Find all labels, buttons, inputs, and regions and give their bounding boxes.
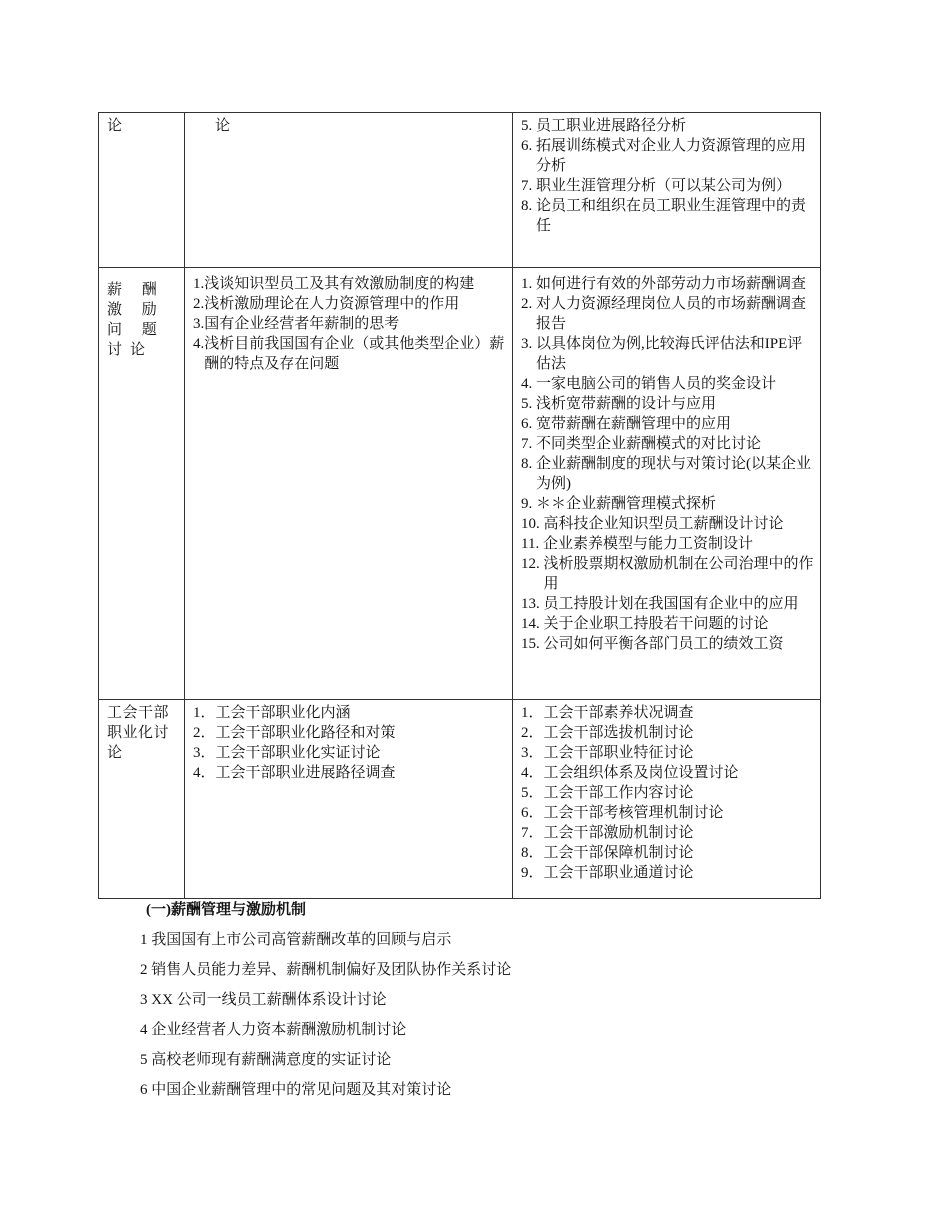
- item-number: 11.: [521, 536, 543, 552]
- item-number: 1．: [193, 705, 216, 721]
- item-number: 8.: [521, 198, 536, 214]
- item-text: 工会干部激励机制讨论: [543, 825, 694, 841]
- list-item: [193, 334, 506, 374]
- category-line: 论: [107, 745, 123, 761]
- section-paragraph: 2 销售人员能力差异、薪酬机制偏好及团队协作关系讨论: [140, 962, 512, 978]
- category-cell: [99, 113, 185, 268]
- list-item: [521, 594, 814, 614]
- item-number: 1．: [521, 705, 544, 721]
- category-cell: [99, 268, 185, 700]
- list-item: [521, 414, 814, 434]
- item-number: 2．: [193, 725, 216, 741]
- list-item: [521, 494, 814, 514]
- item-number: 5.: [521, 118, 536, 134]
- item-text: 员工职业进展路径分析: [536, 118, 687, 134]
- topic-text: 论: [215, 118, 231, 134]
- item-text: 浅谈知识型员工及其有效激励制度的构建: [204, 276, 475, 292]
- section-paragraph: 6 中国企业薪酬管理中的常见问题及其对策讨论: [140, 1082, 452, 1098]
- item-text: 公司如何平衡各部门员工的绩效工资: [543, 636, 784, 652]
- list-item: [521, 534, 814, 554]
- list-item: [521, 614, 814, 634]
- topic-list-cell: [513, 113, 821, 268]
- list-item: [521, 763, 814, 783]
- item-number: 10.: [521, 516, 544, 532]
- section-paragraph: 1 我国国有上市公司高管薪酬改革的回顾与启示: [140, 932, 452, 948]
- item-number: 9．: [521, 865, 544, 881]
- list-item: [193, 314, 506, 334]
- category-label: [107, 280, 178, 360]
- item-number: 1.: [193, 276, 205, 292]
- list-item: [521, 803, 814, 823]
- item-text: 关于企业职工持股若干问题的讨论: [543, 616, 769, 632]
- section-paragraph: 4 企业经营者人力资本薪酬激励机制讨论: [140, 1022, 407, 1038]
- item-text: 工会组织体系及岗位设置讨论: [543, 765, 739, 781]
- item-text: 论员工和组织在员工职业生涯管理中的责任: [536, 198, 807, 234]
- item-text: 一家电脑公司的销售人员的奖金设计: [536, 376, 777, 392]
- topic-list-cell: [513, 268, 821, 700]
- list-item: [193, 743, 506, 763]
- category-line: 工会干部: [107, 705, 170, 721]
- item-text: 以具体岗位为例,比较海氏评估法和IPE评估法: [536, 336, 803, 372]
- item-number: 14.: [521, 616, 544, 632]
- list-item: [521, 743, 814, 763]
- list-item: [521, 334, 814, 374]
- list-item: [521, 374, 814, 394]
- item-text: 浅析股票期权激励机制在公司治理中的作用: [543, 556, 814, 592]
- list-item: [521, 434, 814, 454]
- list-item: [521, 863, 814, 883]
- item-text: 宽带薪酬在薪酬管理中的应用: [536, 416, 732, 432]
- item-text: 工会干部素养状况调查: [543, 705, 694, 721]
- item-number: 3．: [193, 745, 216, 761]
- item-text: 工会干部职业化路径和对策: [215, 725, 396, 741]
- section-heading: (一)薪酬管理与激励机制: [146, 902, 306, 918]
- list-item: [521, 723, 814, 743]
- section-compensation: [140, 900, 840, 1100]
- topic-list-cell: [185, 268, 513, 700]
- item-text: 国有企业经营者年薪制的思考: [204, 316, 400, 332]
- category-line: 职业化讨: [107, 725, 170, 741]
- list-item: [521, 783, 814, 803]
- topic-list-cell: [185, 700, 513, 899]
- item-number: 8.: [521, 456, 536, 472]
- item-text: 不同类型企业薪酬模式的对比讨论: [536, 436, 762, 452]
- topic-list-cell: [513, 700, 821, 899]
- item-text: ＊＊企业薪酬管理模式探析: [536, 496, 717, 512]
- section-paragraph: 5 高校老师现有薪酬满意度的实证讨论: [140, 1052, 392, 1068]
- item-number: 4．: [193, 765, 216, 781]
- item-text: 工会干部保障机制讨论: [543, 845, 694, 861]
- item-text: 工会干部职业进展路径调查: [215, 765, 396, 781]
- item-text: 工会干部职业通道讨论: [543, 865, 694, 881]
- list-item: [521, 394, 814, 414]
- item-number: 13.: [521, 596, 544, 612]
- item-number: 7．: [521, 825, 544, 841]
- list-item: [193, 703, 506, 723]
- list-item: [521, 274, 814, 294]
- list-item: [521, 843, 814, 863]
- item-number: 2．: [521, 725, 544, 741]
- item-text: 工会干部职业特征讨论: [543, 745, 694, 761]
- list-item: [521, 294, 814, 334]
- item-text: 工会干部职业化内涵: [215, 705, 351, 721]
- category-cell: [99, 700, 185, 899]
- item-number: 1.: [521, 276, 536, 292]
- item-number: 6．: [521, 805, 544, 821]
- item-text: 工会干部考核管理机制讨论: [543, 805, 724, 821]
- list-item: [521, 823, 814, 843]
- category-line: 讨论: [107, 342, 154, 358]
- item-text: 员工持股计划在我国国有企业中的应用: [543, 596, 799, 612]
- table-row: [99, 113, 821, 268]
- category-line: 问 题: [107, 322, 165, 338]
- list-item: [521, 176, 814, 196]
- list-item: [521, 554, 814, 594]
- list-item: [521, 514, 814, 534]
- item-text: 企业素养模型与能力工资制设计: [542, 536, 753, 552]
- item-number: 2.: [193, 296, 205, 312]
- item-number: 5.: [521, 396, 536, 412]
- item-text: 工会干部选拔机制讨论: [543, 725, 694, 741]
- item-text: 高科技企业知识型员工薪酬设计讨论: [543, 516, 784, 532]
- item-number: 4．: [521, 765, 544, 781]
- item-text: 浅析宽带薪酬的设计与应用: [536, 396, 717, 412]
- item-text: 职业生涯管理分析（可以某公司为例）: [536, 178, 792, 194]
- item-text: 企业薪酬制度的现状与对策讨论(以某企业为例): [536, 456, 811, 492]
- item-text: 工会干部职业化实证讨论: [215, 745, 381, 761]
- table-row: [99, 268, 821, 700]
- category-label: 论: [107, 118, 123, 134]
- item-number: 9.: [521, 496, 536, 512]
- item-text: 拓展训练模式对企业人力资源管理的应用分析: [536, 138, 807, 174]
- item-text: 如何进行有效的外部劳动力市场薪酬调查: [536, 276, 807, 292]
- item-number: 3．: [521, 745, 544, 761]
- topic-table: [98, 112, 821, 899]
- topic-cell: [185, 113, 513, 268]
- table-row: [99, 700, 821, 899]
- item-number: 15.: [521, 636, 544, 652]
- item-number: 7.: [521, 436, 536, 452]
- section-paragraph: 3 XX 公司一线员工薪酬体系设计讨论: [140, 992, 387, 1008]
- item-number: 6.: [521, 416, 536, 432]
- list-item: [521, 116, 814, 136]
- item-text: 浅析激励理论在人力资源管理中的作用: [204, 296, 460, 312]
- item-number: 5．: [521, 785, 544, 801]
- category-line: 薪 酬: [107, 282, 165, 298]
- category-line: 激 励: [107, 302, 165, 318]
- item-number: 12.: [521, 556, 544, 572]
- list-item: [193, 763, 506, 783]
- list-item: [521, 454, 814, 494]
- list-item: [521, 136, 814, 176]
- list-item: [193, 274, 506, 294]
- list-item: [193, 294, 506, 314]
- item-number: 3.: [521, 336, 536, 352]
- item-text: 工会干部工作内容讨论: [543, 785, 694, 801]
- item-number: 4.: [521, 376, 536, 392]
- item-number: 7.: [521, 178, 536, 194]
- item-number: 8．: [521, 845, 544, 861]
- item-text: 浅析目前我国国有企业（或其他类型企业）薪酬的特点及存在问题: [204, 336, 505, 372]
- item-text: 对人力资源经理岗位人员的市场薪酬调查报告: [536, 296, 807, 332]
- list-item: [193, 723, 506, 743]
- list-item: [521, 196, 814, 236]
- item-number: 3.: [193, 316, 205, 332]
- category-label: [107, 703, 178, 763]
- list-item: [521, 634, 814, 654]
- item-number: 4.: [193, 336, 205, 352]
- item-number: 6.: [521, 138, 536, 154]
- item-number: 2.: [521, 296, 536, 312]
- list-item: [521, 703, 814, 723]
